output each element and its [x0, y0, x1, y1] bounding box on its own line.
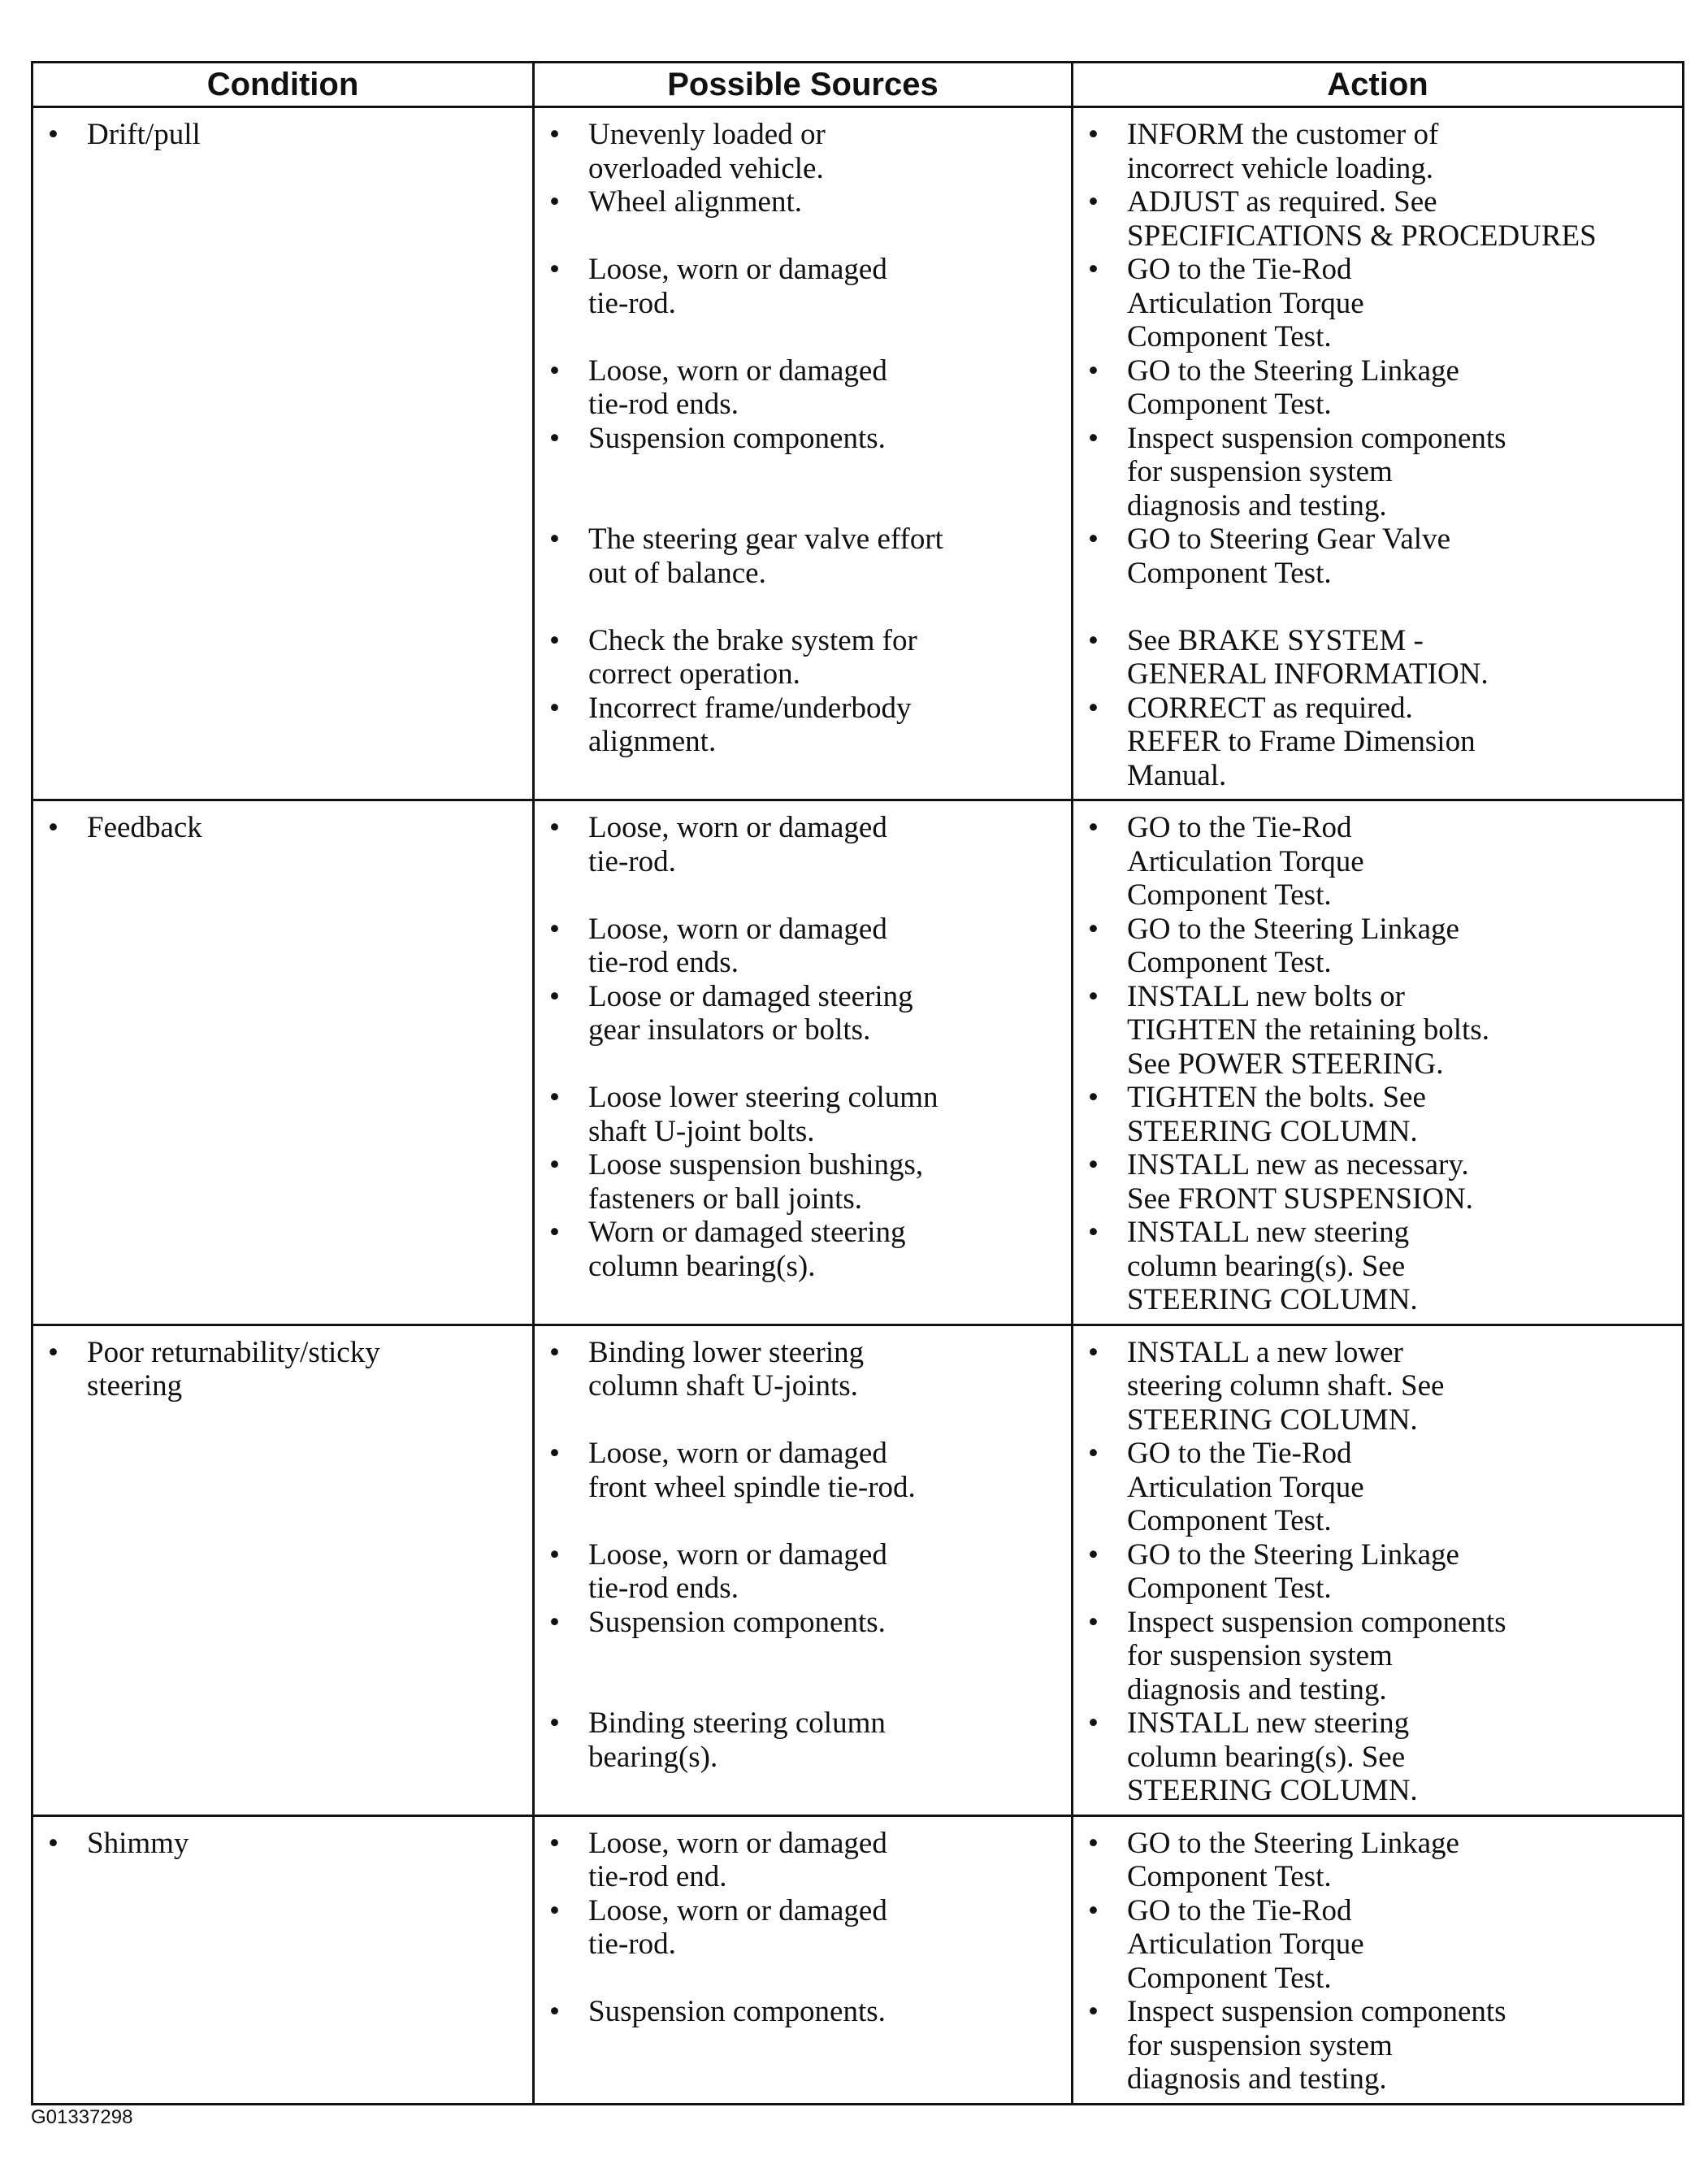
action-item [1085, 913, 1675, 980]
sources-cell [534, 1815, 1073, 2104]
bullet-icon: • [1088, 1706, 1099, 1740]
bullet-icon: • [549, 1706, 560, 1740]
bullet-icon: • [1088, 623, 1099, 657]
action-item-text: GO to the Steering Linkage Component Test. [1127, 1537, 1459, 1605]
source-item [546, 1336, 1064, 1437]
source-item [546, 1894, 1064, 1996]
bullet-icon: • [549, 1537, 560, 1572]
bullet-icon: • [1088, 1148, 1099, 1182]
action-item [1085, 1437, 1675, 1538]
bullet-icon: • [549, 421, 560, 455]
action-item-text: INSTALL new as necessary. See FRONT SUSPENSION. [1127, 1148, 1473, 1216]
action-item [1085, 354, 1675, 422]
action-item-text: GO to the Tie-Rod Articulation Torque Component Test. [1127, 1893, 1364, 1995]
source-item-text: Loose, worn or damaged tie-rod ends. [588, 353, 887, 421]
action-item-text: INSTALL a new lower steering column shaft. See STEERING COLUMN. [1127, 1335, 1445, 1437]
bullet-icon: • [1088, 421, 1099, 455]
bullet-icon: • [549, 353, 560, 388]
action-item [1085, 185, 1675, 253]
actions-cell [1073, 800, 1684, 1325]
action-item-text: Inspect suspension components for suspension system diagnosis and testing. [1127, 421, 1506, 522]
source-item [546, 522, 1064, 624]
bullet-icon: • [549, 691, 560, 725]
action-item [1085, 624, 1675, 692]
action-item [1085, 692, 1675, 793]
condition-item-text: Poor returnability/sticky steering [87, 1335, 380, 1403]
source-item [546, 692, 1064, 793]
condition-item [45, 1827, 526, 1861]
sources-cell [534, 1325, 1073, 1815]
action-item-text: Inspect suspension components for suspension system diagnosis and testing. [1127, 1995, 1506, 2096]
bullet-icon: • [1088, 353, 1099, 388]
condition-item [45, 118, 526, 152]
bullet-icon: • [549, 1605, 560, 1639]
action-item [1085, 1081, 1675, 1148]
bullet-icon: • [1088, 1537, 1099, 1572]
sources-cell [534, 800, 1073, 1325]
source-item-text: Suspension components. [588, 1605, 886, 1639]
condition-item-text: Feedback [87, 811, 202, 844]
action-item [1085, 1606, 1675, 1707]
source-item-text: Incorrect frame/underbody alignment. [588, 691, 912, 758]
bullet-icon: • [549, 1893, 560, 1927]
source-item-text: Wheel alignment. [588, 185, 803, 219]
source-item [546, 624, 1064, 692]
action-item-text: GO to Steering Gear Valve Component Test. [1127, 522, 1450, 590]
table-row [33, 107, 1684, 800]
source-item-text: Loose, worn or damaged tie-rod. [588, 253, 887, 320]
condition-cell [33, 107, 534, 800]
action-item-text: GO to the Tie-Rod Articulation Torque Component Test. [1127, 811, 1364, 912]
source-item [546, 811, 1064, 913]
bullet-icon: • [549, 1148, 560, 1182]
source-item-text: Loose or damaged steering gear insulators or bolts. [588, 979, 913, 1047]
bullet-icon: • [549, 522, 560, 556]
bullet-icon: • [549, 912, 560, 946]
bullet-icon: • [549, 1826, 560, 1860]
action-item-text: GO to the Steering Linkage Component Test. [1127, 912, 1459, 979]
bullet-icon: • [1088, 1893, 1099, 1927]
bullet-icon: • [1088, 253, 1099, 286]
condition-item-text: Shimmy [87, 1826, 189, 1860]
bullet-icon: • [549, 1437, 560, 1470]
bullet-icon: • [549, 1081, 560, 1114]
bullet-icon: • [48, 811, 59, 844]
source-item [546, 1437, 1064, 1538]
source-item [546, 354, 1064, 422]
header-condition: Condition [33, 63, 534, 107]
bullet-icon: • [1088, 691, 1099, 725]
source-item [546, 118, 1064, 185]
source-item [546, 1827, 1064, 1894]
bullet-icon: • [549, 1335, 560, 1369]
action-item-text: ADJUST as required. See SPECIFICATIONS & PROCEDURES [1127, 185, 1597, 253]
bullet-icon: • [1088, 1216, 1099, 1249]
bullet-icon: • [1088, 522, 1099, 556]
source-item-text: Binding steering column bearing(s). [588, 1706, 886, 1774]
action-item [1085, 1216, 1675, 1317]
action-item [1085, 422, 1675, 523]
action-item [1085, 980, 1675, 1082]
condition-cell [33, 800, 534, 1325]
bullet-icon: • [549, 979, 560, 1013]
action-item-text: GO to the Tie-Rod Articulation Torque Component Test. [1127, 1437, 1364, 1537]
action-item [1085, 1706, 1675, 1808]
bullet-icon: • [1088, 1605, 1099, 1639]
bullet-icon: • [549, 253, 560, 286]
source-item [546, 1538, 1064, 1606]
bullet-icon: • [549, 185, 560, 219]
table-row [33, 1815, 1684, 2104]
source-item [546, 980, 1064, 1082]
condition-item [45, 1336, 526, 1403]
condition-item-text: Drift/pull [87, 118, 201, 151]
action-item [1085, 522, 1675, 624]
source-item-text: Binding lower steering column shaft U-joints. [588, 1335, 865, 1403]
bullet-icon: • [1088, 1335, 1099, 1369]
action-item-text: Inspect suspension components for suspension system diagnosis and testing. [1127, 1605, 1506, 1706]
action-item-text: INSTALL new steering column bearing(s). See STEERING COLUMN. [1127, 1706, 1418, 1807]
actions-cell [1073, 1325, 1684, 1815]
source-item-text: Loose, worn or damaged tie-rod. [588, 1893, 887, 1961]
table-row [33, 1325, 1684, 1815]
bullet-icon: • [1088, 1995, 1099, 2028]
bullet-icon: • [1088, 1437, 1099, 1470]
source-item-text: Loose, worn or damaged tie-rod ends. [588, 912, 887, 979]
source-item [546, 1995, 1064, 2096]
sources-cell [534, 107, 1073, 800]
action-item-text: GO to the Steering Linkage Component Test. [1127, 353, 1459, 421]
actions-cell [1073, 107, 1684, 800]
action-item [1085, 811, 1675, 913]
action-item-text: GO to the Steering Linkage Component Test. [1127, 1826, 1459, 1893]
bullet-icon: • [1088, 811, 1099, 844]
bullet-icon: • [1088, 118, 1099, 151]
bullet-icon: • [1088, 185, 1099, 219]
condition-item [45, 811, 526, 845]
source-item-text: Loose suspension bushings, fasteners or ball joints. [588, 1148, 924, 1216]
bullet-icon: • [1088, 912, 1099, 946]
condition-cell [33, 1325, 534, 1815]
condition-cell [33, 1815, 534, 2104]
source-item [546, 1081, 1064, 1148]
bullet-icon: • [549, 1216, 560, 1249]
source-item-text: Suspension components. [588, 421, 886, 455]
bullet-icon: • [48, 118, 59, 151]
bullet-icon: • [48, 1335, 59, 1369]
source-item-text: Check the brake system for correct operation. [588, 623, 917, 691]
action-item-text: INSTALL new steering column bearing(s). See STEERING COLUMN. [1127, 1216, 1418, 1316]
bullet-icon: • [1088, 979, 1099, 1013]
source-item [546, 913, 1064, 980]
action-item [1085, 1538, 1675, 1606]
action-item [1085, 1148, 1675, 1216]
table-row [33, 800, 1684, 1325]
bullet-icon: • [549, 623, 560, 657]
source-item-text: Loose, worn or damaged front wheel spindle tie-rod. [588, 1437, 916, 1504]
source-item [546, 1148, 1064, 1216]
source-item-text: Loose, worn or damaged tie-rod end. [588, 1826, 887, 1893]
action-item [1085, 1995, 1675, 2096]
header-row [33, 63, 1684, 107]
bullet-icon: • [549, 811, 560, 844]
diagnosis-table [31, 61, 1684, 2105]
bullet-icon: • [48, 1826, 59, 1860]
action-item-text: TIGHTEN the bolts. See STEERING COLUMN. [1127, 1081, 1426, 1148]
source-item-text: Unevenly loaded or overloaded vehicle. [588, 118, 826, 185]
action-item-text: INFORM the customer of incorrect vehicle loading. [1127, 118, 1439, 185]
bullet-icon: • [1088, 1826, 1099, 1860]
action-item [1085, 118, 1675, 185]
action-item [1085, 1894, 1675, 1996]
table-body [33, 107, 1684, 2105]
action-item [1085, 253, 1675, 354]
source-item [546, 185, 1064, 253]
header-action: Action [1073, 63, 1684, 107]
source-item-text: Suspension components. [588, 1995, 886, 2028]
action-item [1085, 1827, 1675, 1894]
header-possible-sources: Possible Sources [534, 63, 1073, 107]
source-item [546, 253, 1064, 354]
source-item [546, 1216, 1064, 1317]
source-item [546, 1706, 1064, 1808]
bullet-icon: • [549, 1995, 560, 2028]
source-item-text: Loose, worn or damaged tie-rod. [588, 811, 887, 878]
source-item [546, 1606, 1064, 1707]
action-item-text: GO to the Tie-Rod Articulation Torque Component Test. [1127, 253, 1364, 353]
figure-code: G01337298 [31, 2106, 133, 2128]
bullet-icon: • [1088, 1081, 1099, 1114]
action-item-text: INSTALL new bolts or TIGHTEN the retaining bolts. See POWER STEERING. [1127, 979, 1489, 1081]
source-item-text: Worn or damaged steering column bearing(s). [588, 1216, 906, 1283]
action-item [1085, 1336, 1675, 1437]
action-item-text: CORRECT as required. REFER to Frame Dimension Manual. [1127, 691, 1476, 792]
bullet-icon: • [549, 118, 560, 151]
source-item-text: Loose lower steering column shaft U-joint bolts. [588, 1081, 939, 1148]
source-item-text: Loose, worn or damaged tie-rod ends. [588, 1537, 887, 1605]
source-item-text: The steering gear valve effort out of balance. [588, 522, 943, 590]
source-item [546, 422, 1064, 523]
action-item-text: See BRAKE SYSTEM - GENERAL INFORMATION. [1127, 623, 1489, 691]
actions-cell [1073, 1815, 1684, 2104]
